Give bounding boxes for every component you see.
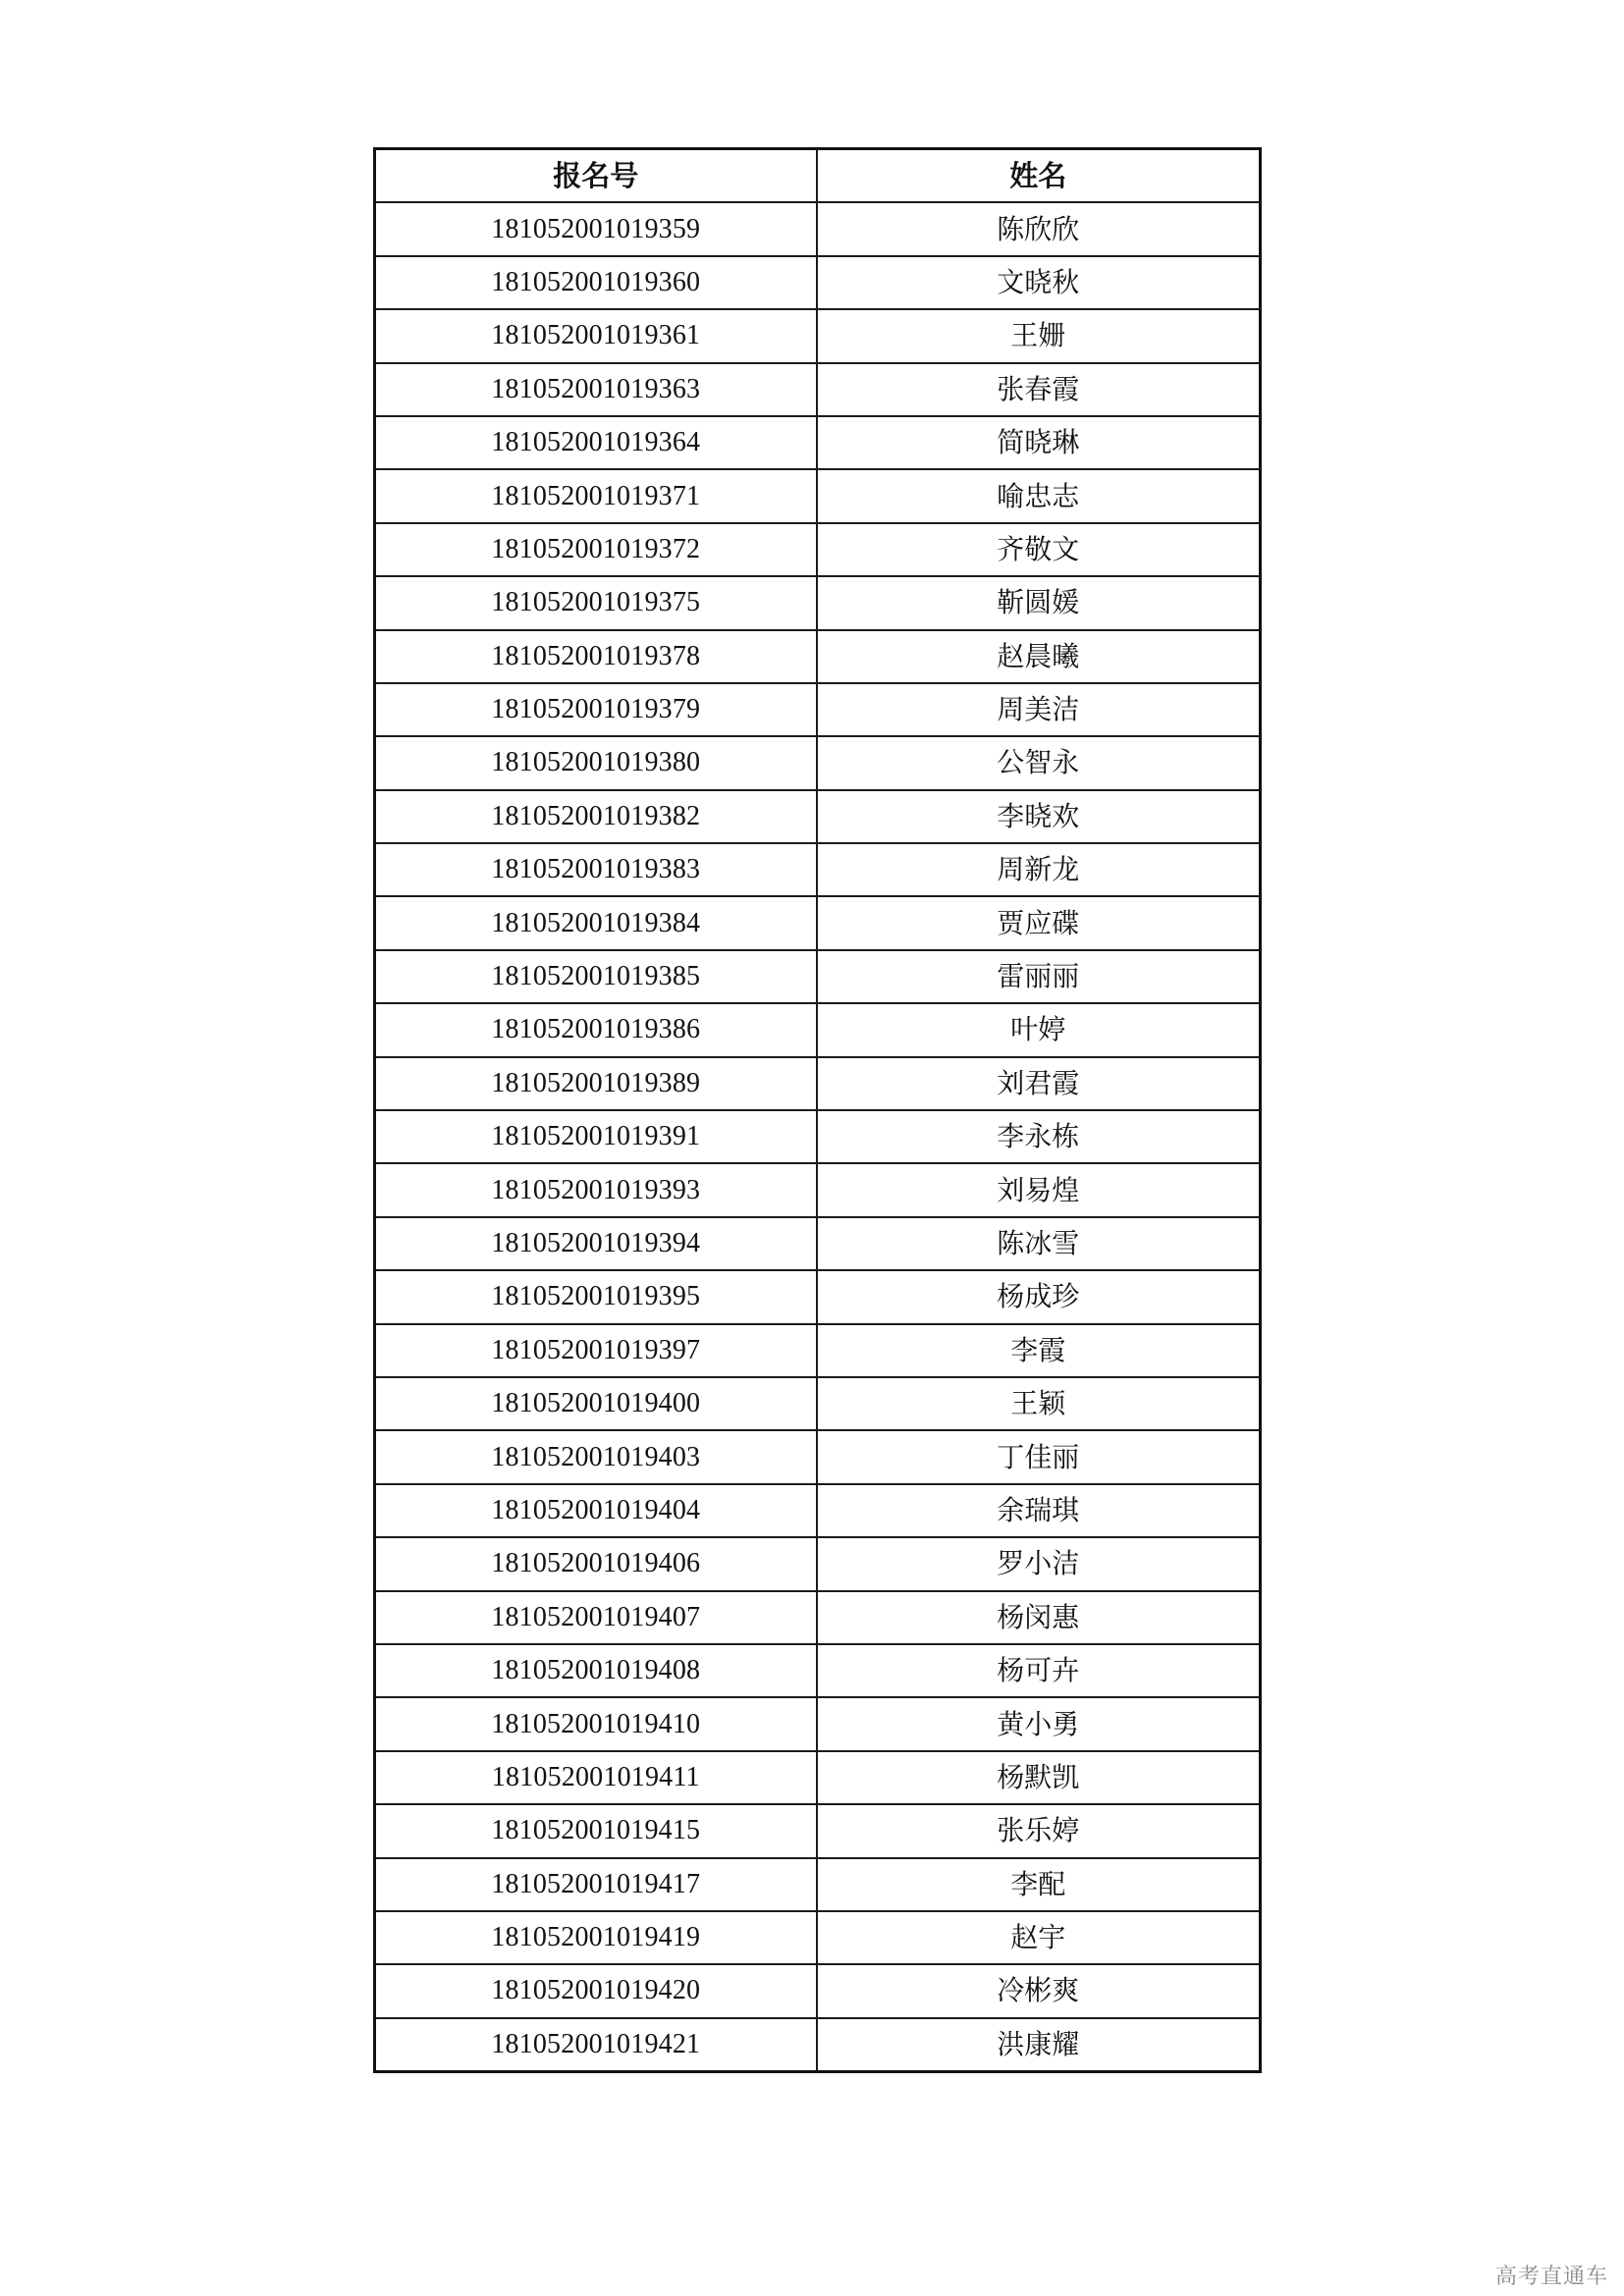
registration-number-cell: 181052001019415 xyxy=(375,1804,817,1857)
name-cell: 周美洁 xyxy=(817,683,1261,736)
table-row xyxy=(375,1217,1261,1270)
registration-number-cell: 181052001019408 xyxy=(375,1644,817,1697)
registration-number-cell: 181052001019419 xyxy=(375,1911,817,1964)
registration-number-cell: 181052001019361 xyxy=(375,309,817,362)
name-cell: 李晓欢 xyxy=(817,790,1261,843)
table-header-row xyxy=(375,149,1261,203)
name-cell: 杨成珍 xyxy=(817,1270,1261,1323)
table-row xyxy=(375,1911,1261,1964)
table-row xyxy=(375,523,1261,576)
registration-number-cell: 181052001019410 xyxy=(375,1697,817,1750)
name-cell: 杨闵惠 xyxy=(817,1591,1261,1644)
name-cell: 简晓琳 xyxy=(817,416,1261,469)
registration-number-cell: 181052001019397 xyxy=(375,1324,817,1377)
header-name: 姓名 xyxy=(817,149,1261,203)
name-cell: 齐敬文 xyxy=(817,523,1261,576)
name-cell: 刘君霞 xyxy=(817,1057,1261,1110)
table-row xyxy=(375,2018,1261,2072)
registration-number-cell: 181052001019380 xyxy=(375,736,817,789)
registration-number-cell: 181052001019404 xyxy=(375,1484,817,1537)
registration-number-cell: 181052001019360 xyxy=(375,256,817,309)
registration-number-cell: 181052001019383 xyxy=(375,843,817,896)
table-row xyxy=(375,202,1261,255)
table-row xyxy=(375,416,1261,469)
name-cell: 喻忠志 xyxy=(817,469,1261,522)
table-row xyxy=(375,363,1261,416)
name-cell: 张乐婷 xyxy=(817,1804,1261,1857)
name-cell: 赵宇 xyxy=(817,1911,1261,1964)
applicant-table xyxy=(373,147,1262,2073)
name-cell: 李霞 xyxy=(817,1324,1261,1377)
table-row xyxy=(375,683,1261,736)
table-row xyxy=(375,1537,1261,1590)
registration-number-cell: 181052001019386 xyxy=(375,1003,817,1056)
name-cell: 文晓秋 xyxy=(817,256,1261,309)
registration-number-cell: 181052001019394 xyxy=(375,1217,817,1270)
table-row xyxy=(375,1003,1261,1056)
table-row xyxy=(375,1163,1261,1216)
watermark-text: 高考直通车 xyxy=(1494,2265,1608,2289)
registration-number-cell: 181052001019384 xyxy=(375,896,817,949)
registration-number-cell: 181052001019395 xyxy=(375,1270,817,1323)
registration-number-cell: 181052001019417 xyxy=(375,1858,817,1911)
table-row xyxy=(375,843,1261,896)
name-cell: 张春霞 xyxy=(817,363,1261,416)
table-body xyxy=(375,202,1261,2071)
name-cell: 李配 xyxy=(817,1858,1261,1911)
registration-number-cell: 181052001019420 xyxy=(375,1964,817,2017)
name-cell: 陈欣欣 xyxy=(817,202,1261,255)
registration-number-cell: 181052001019378 xyxy=(375,630,817,683)
name-cell: 赵晨曦 xyxy=(817,630,1261,683)
name-cell: 杨默凯 xyxy=(817,1751,1261,1804)
registration-number-cell: 181052001019406 xyxy=(375,1537,817,1590)
name-cell: 杨可卉 xyxy=(817,1644,1261,1697)
registration-number-cell: 181052001019421 xyxy=(375,2018,817,2072)
name-cell: 叶婷 xyxy=(817,1003,1261,1056)
table-row xyxy=(375,1270,1261,1323)
table-row xyxy=(375,736,1261,789)
name-cell: 王颖 xyxy=(817,1377,1261,1430)
registration-number-cell: 181052001019393 xyxy=(375,1163,817,1216)
registration-number-cell: 181052001019382 xyxy=(375,790,817,843)
registration-number-cell: 181052001019371 xyxy=(375,469,817,522)
table-row xyxy=(375,1697,1261,1750)
name-cell: 周新龙 xyxy=(817,843,1261,896)
name-cell: 冷彬爽 xyxy=(817,1964,1261,2017)
registration-number-cell: 181052001019407 xyxy=(375,1591,817,1644)
name-cell: 雷丽丽 xyxy=(817,950,1261,1003)
registration-number-cell: 181052001019403 xyxy=(375,1430,817,1483)
registration-number-cell: 181052001019372 xyxy=(375,523,817,576)
name-cell: 李永栋 xyxy=(817,1110,1261,1163)
name-cell: 洪康耀 xyxy=(817,2018,1261,2072)
table-row xyxy=(375,256,1261,309)
table-row xyxy=(375,1858,1261,1911)
table-row xyxy=(375,1751,1261,1804)
registration-number-cell: 181052001019391 xyxy=(375,1110,817,1163)
name-cell: 罗小洁 xyxy=(817,1537,1261,1590)
name-cell: 余瑞琪 xyxy=(817,1484,1261,1537)
name-cell: 公智永 xyxy=(817,736,1261,789)
table-row xyxy=(375,1110,1261,1163)
registration-number-cell: 181052001019375 xyxy=(375,576,817,629)
name-cell: 贾应碟 xyxy=(817,896,1261,949)
name-cell: 陈冰雪 xyxy=(817,1217,1261,1270)
registration-number-cell: 181052001019389 xyxy=(375,1057,817,1110)
header-registration-number: 报名号 xyxy=(375,149,817,203)
table-row xyxy=(375,630,1261,683)
table-row xyxy=(375,1964,1261,2017)
table-row xyxy=(375,1057,1261,1110)
registration-number-cell: 181052001019363 xyxy=(375,363,817,416)
name-cell: 刘易煌 xyxy=(817,1163,1261,1216)
table-row xyxy=(375,1484,1261,1537)
table-row xyxy=(375,950,1261,1003)
table-row xyxy=(375,576,1261,629)
table-row xyxy=(375,896,1261,949)
name-cell: 王姗 xyxy=(817,309,1261,362)
table-row xyxy=(375,790,1261,843)
registration-number-cell: 181052001019379 xyxy=(375,683,817,736)
table-row xyxy=(375,309,1261,362)
table-row xyxy=(375,1804,1261,1857)
table-row xyxy=(375,469,1261,522)
table-row xyxy=(375,1324,1261,1377)
registration-number-cell: 181052001019359 xyxy=(375,202,817,255)
registration-number-cell: 181052001019364 xyxy=(375,416,817,469)
name-cell: 黄小勇 xyxy=(817,1697,1261,1750)
name-cell: 丁佳丽 xyxy=(817,1430,1261,1483)
table-row xyxy=(375,1644,1261,1697)
table-row xyxy=(375,1591,1261,1644)
registration-number-cell: 181052001019400 xyxy=(375,1377,817,1430)
registration-number-cell: 181052001019411 xyxy=(375,1751,817,1804)
table-row xyxy=(375,1377,1261,1430)
table-row xyxy=(375,1430,1261,1483)
name-cell: 靳圆媛 xyxy=(817,576,1261,629)
registration-number-cell: 181052001019385 xyxy=(375,950,817,1003)
